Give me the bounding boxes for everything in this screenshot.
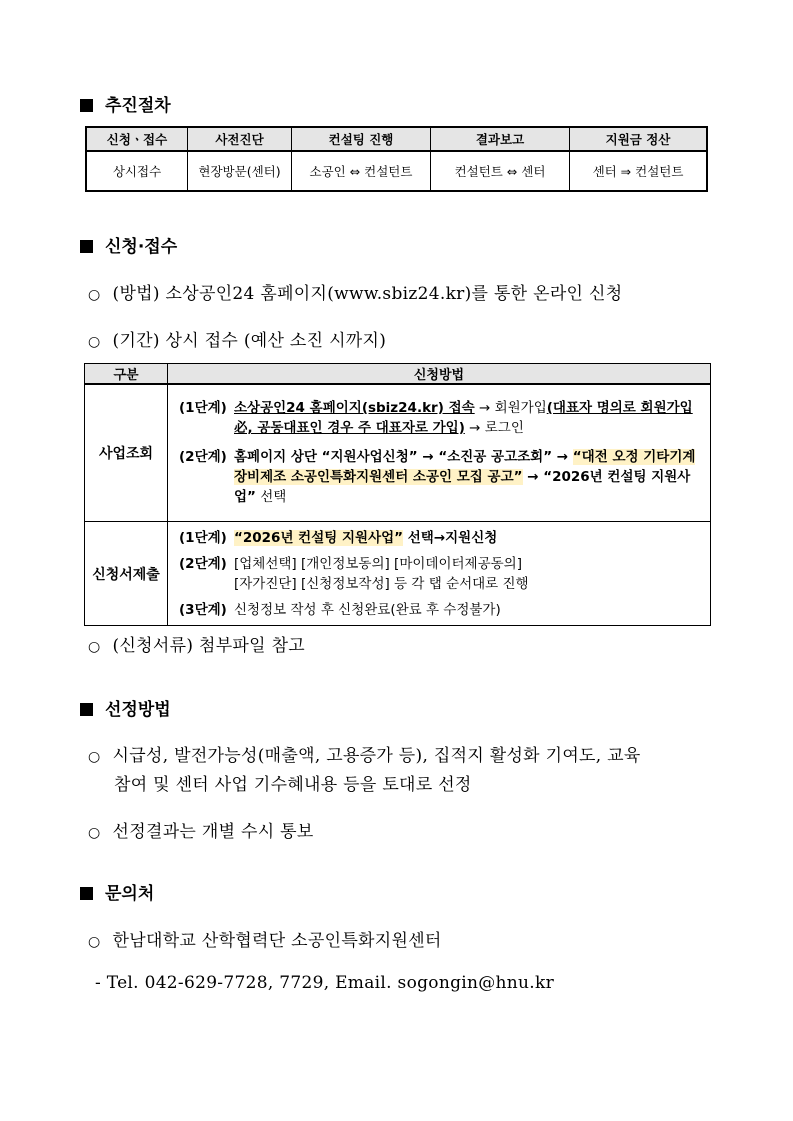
method-header-method: 신청방법 [168,364,711,385]
selection-criteria-line-2: 참여 및 센터 사업 기수혜내용 등을 토대로 선정 [114,775,472,795]
submit-step-1: (1단계) “2026년 컨설팅 지원사업” 선택→지원신청 [179,529,498,546]
selection-result-line: ○ 선정결과는 개별 수시 통보 [88,822,314,842]
circle-bullet-icon: ○ [88,287,101,303]
procedure-table [85,126,708,192]
procedure-header-row [86,127,707,151]
square-bullet-icon [80,240,93,253]
method-header-category: 구분 [85,364,168,385]
application-period-line: ○ (기간) 상시 접수 (예산 소진 시까지) [88,331,387,351]
section-title-application: 신청·접수 [80,232,177,257]
circle-bullet-icon: ○ [88,825,101,841]
method-row-submit [85,522,711,626]
circle-bullet-icon: ○ [88,934,101,950]
section-title-procedure: 추진절차 [80,91,171,116]
procedure-header-cell: 지원금 정산 [570,127,708,151]
selection-criteria-line: ○ 시급성, 발전가능성(매출액, 고용증가 등), 집적지 활성화 기여도, 교육 [88,746,641,766]
submit-step-2: (2단계) [업체선택] [개인정보동의] [마이데이터제공동의] [자가진단] [신청정보작성] 등 각 탭 순서대로 진행 [179,555,529,592]
step-label: (2단계) [179,555,227,572]
step-label: (2단계) [179,449,227,465]
contact-org-line: ○ 한남대학교 산학협력단 소공인특화지원센터 [88,931,442,951]
procedure-header-cell: 신청ㆍ접수 [86,127,188,151]
method-row-lookup [85,384,711,522]
submit-step-3: (3단계) 신청정보 작성 후 신청완료(완료 후 수정불가) [179,601,501,618]
circle-bullet-icon: ○ [88,749,101,765]
circle-bullet-icon: ○ [88,639,101,655]
section-title-selection: 선정방법 [80,695,171,720]
procedure-value-cell: 현장방문(센터) [188,151,292,191]
lookup-step-1: (1단계) 소상공인24 홈페이지(sbiz24.kr) 접속 → 회원가입(대표자 명의로 회원가입 必, 공동대표인 경우 주 대표자로 가입) → 로그인 [179,400,693,436]
method-category-lookup: 사업조회 [85,384,168,522]
procedure-header-cell: 컨설팅 진행 [292,127,431,151]
circle-bullet-icon: ○ [88,334,101,350]
method-steps-lookup [168,384,711,522]
method-steps-submit [168,522,711,626]
procedure-value-cell: 컨설턴트 ⇔ 센터 [431,151,570,191]
application-method-table [84,363,711,626]
section-title-contact: 문의처 [80,879,154,904]
procedure-value-cell: 센터 ⇒ 컨설턴트 [570,151,708,191]
contact-detail-line: - Tel. 042-629-7728, 7729, Email. sogongin@hnu.kr [95,973,555,993]
procedure-value-row [86,151,707,191]
step-label: (1단계) [179,400,227,416]
procedure-header-cell: 결과보고 [431,127,570,151]
step-label: (1단계) [179,529,227,546]
method-category-submit: 신청서제출 [85,522,168,626]
step-label: (3단계) [179,601,227,618]
procedure-header-cell: 사전진단 [188,127,292,151]
procedure-value-cell: 상시접수 [86,151,188,191]
application-docs-line: ○ (신청서류) 첨부파일 참고 [88,636,306,656]
procedure-value-cell: 소공인 ⇔ 컨설턴트 [292,151,431,191]
lookup-step-2: (2단계) 홈페이지 상단 “지원사업신청” → “소진공 공고조회” → “대전 오정 기타기계장비제조 소공인특화지원센터 소공인 모집 공고” → “2026년 컨설팅 지원사업” 선택 [179,449,696,505]
method-header-row [85,364,711,385]
square-bullet-icon [80,887,93,900]
square-bullet-icon [80,99,93,112]
square-bullet-icon [80,703,93,716]
application-method-line: ○ (방법) 소상공인24 홈페이지(www.sbiz24.kr)를 통한 온라인 신청 [88,284,623,304]
